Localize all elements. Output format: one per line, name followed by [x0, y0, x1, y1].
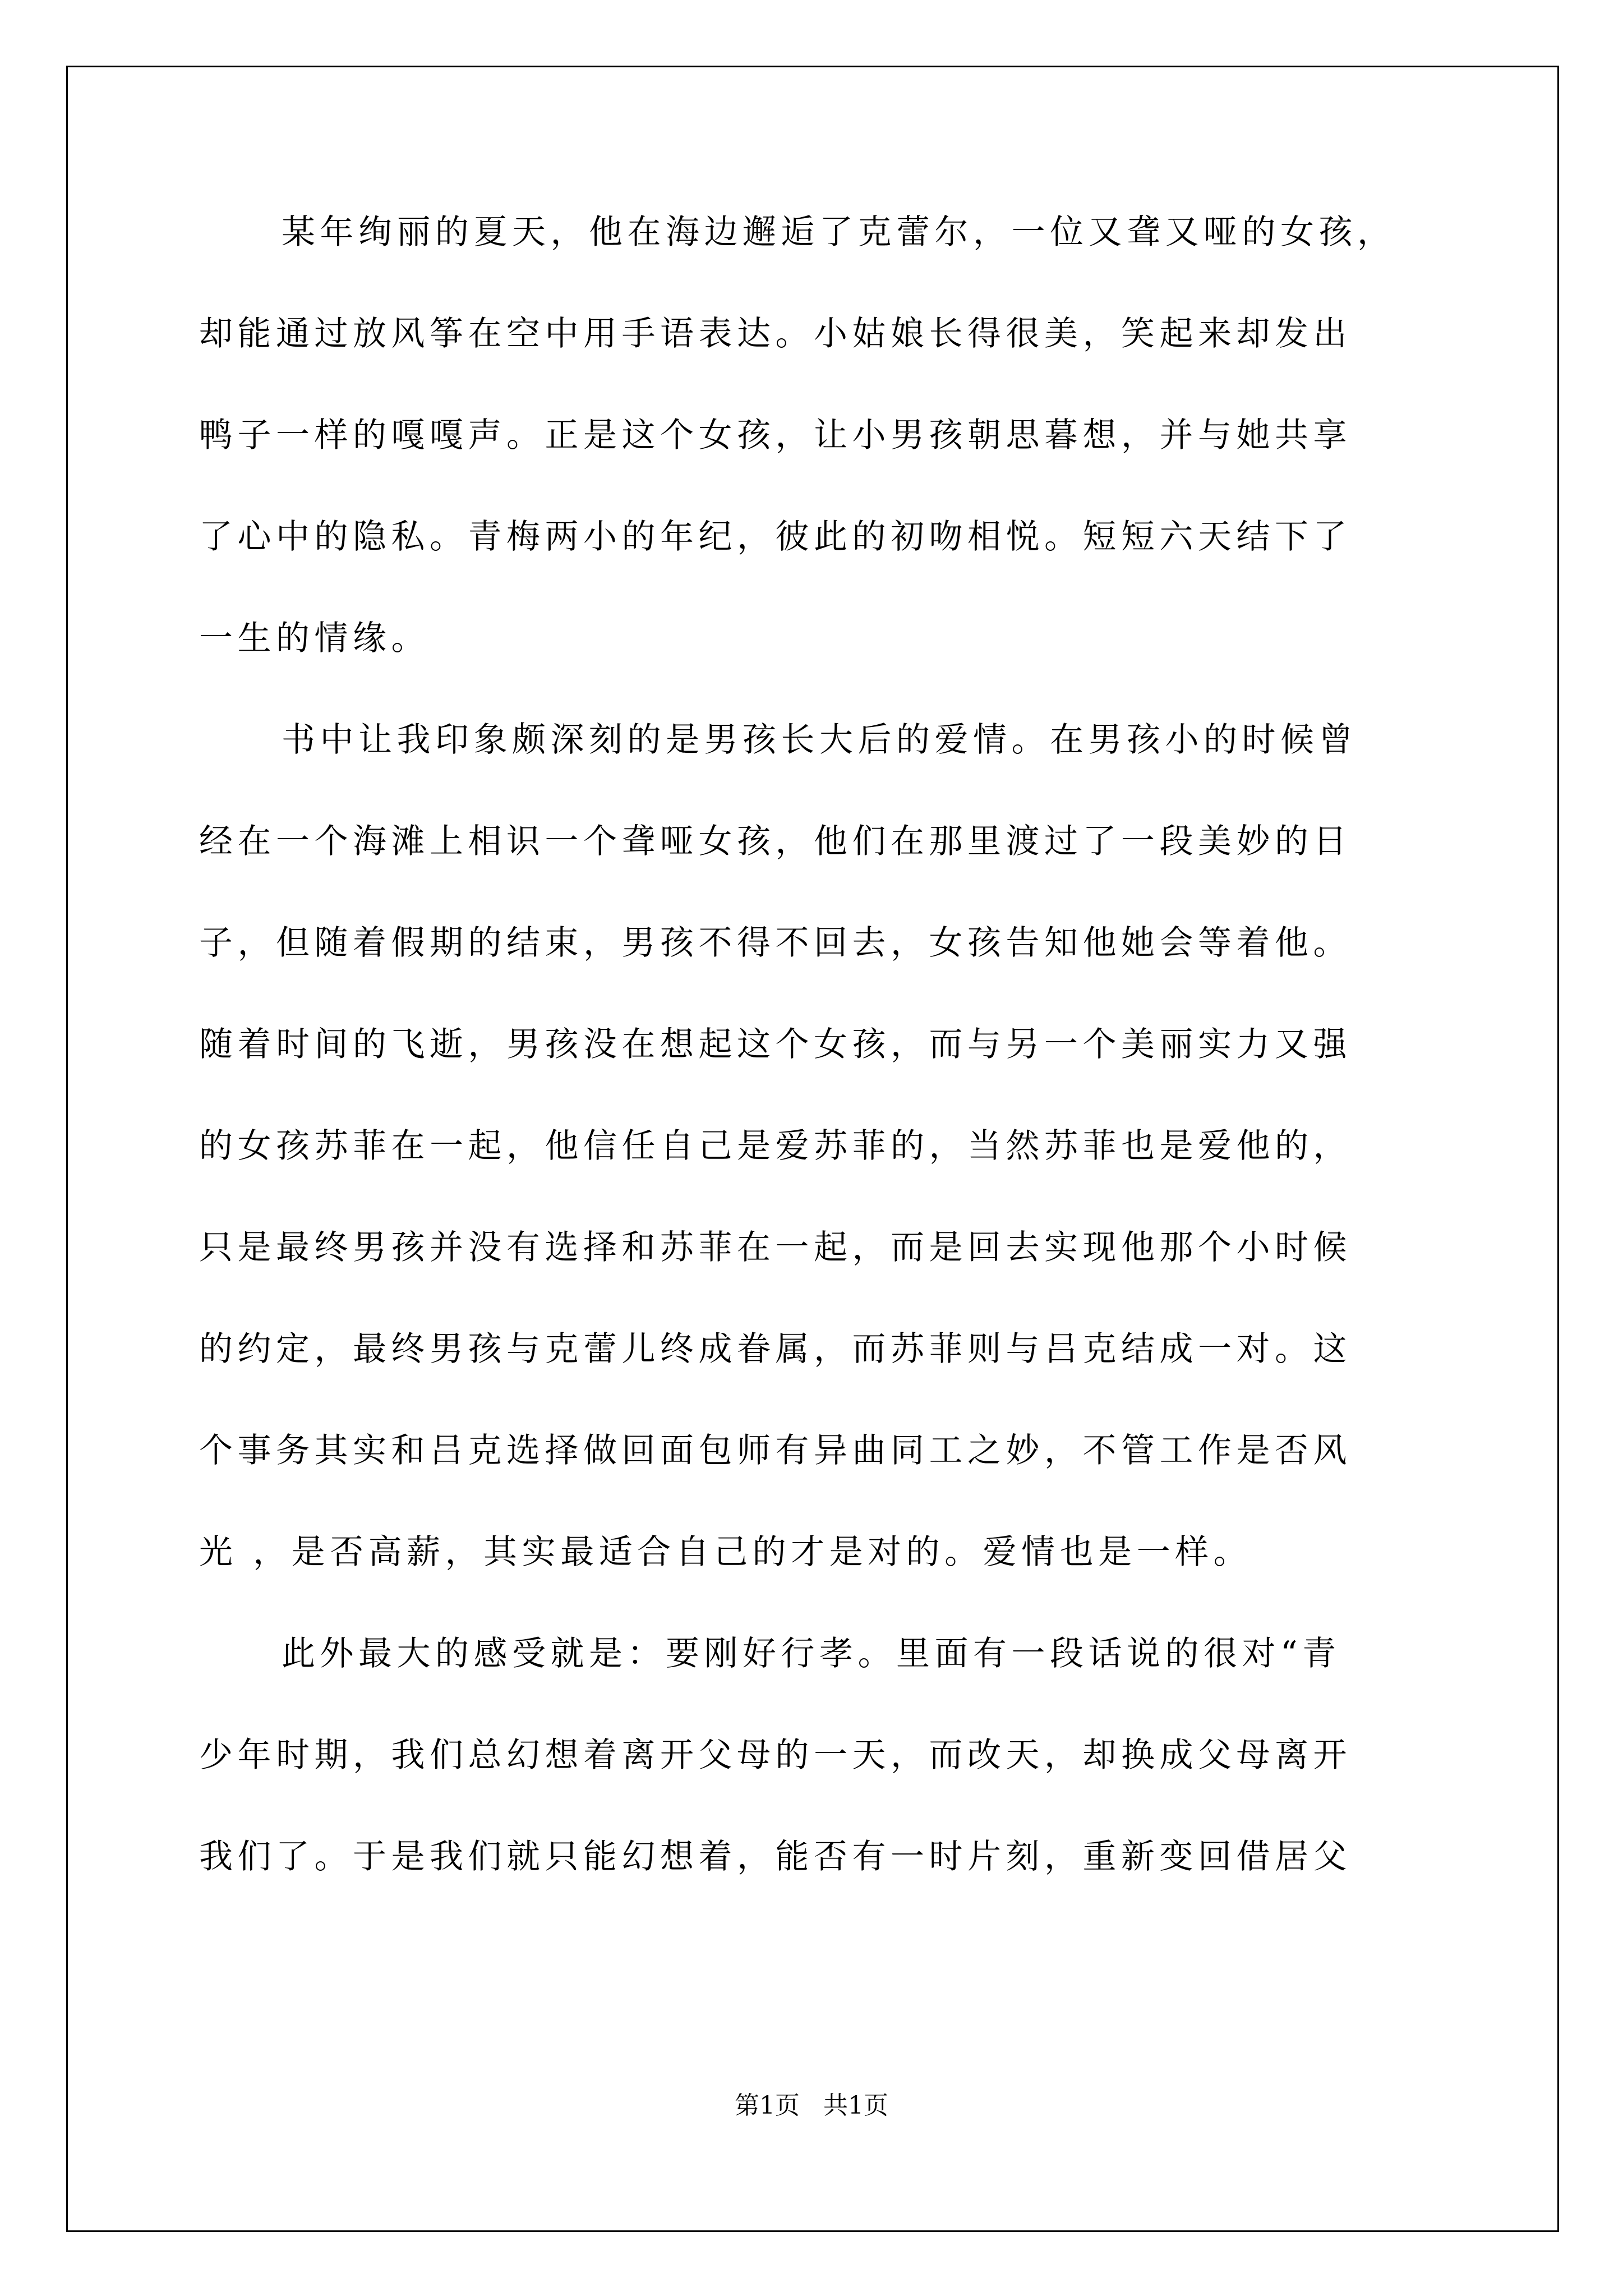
paragraph-2-line-5: 的女孩苏菲在一起，他信任自己是爱苏菲的，当然苏菲也是爱他的，: [199, 1126, 1352, 1166]
paragraph-2-line-1: 书中让我印象颇深刻的是男孩长大后的爱情。在男孩小的时候曾: [282, 720, 1357, 760]
paragraph-1-line-5: 一生的情缘。: [199, 619, 430, 658]
page-number-footer: 第1页 共1页: [735, 2091, 888, 2120]
paragraph-2-line-6: 只是最终男孩并没有选择和苏菲在一起，而是回去实现他那个小时候: [199, 1228, 1352, 1267]
paragraph-1-line-1: 某年绚丽的夏天，他在海边邂逅了克蕾尔，一位又聋又哑的女孩，: [282, 213, 1396, 252]
paragraph-1-line-4: 了心中的隐私。青梅两小的年纪，彼此的初吻相悦。短短六天结下了: [199, 517, 1352, 556]
paragraph-3-line-1: 此外最大的感受就是：要刚好行孝。里面有一段话说的很对“青: [282, 1634, 1341, 1673]
paragraph-2-line-8: 个事务其实和吕克选择做回面包师有异曲同工之妙，不管工作是否风: [199, 1431, 1352, 1470]
paragraph-1-line-3: 鸭子一样的嘎嘎声。正是这个女孩，让小男孩朝思暮想，并与她共享: [199, 416, 1352, 455]
paragraph-3-line-3: 我们了。于是我们就只能幻想着，能否有一时片刻，重新变回借居父: [199, 1837, 1352, 1876]
paragraph-2-line-4: 随着时间的飞逝，男孩没在想起这个女孩，而与另一个美丽实力又强: [199, 1025, 1352, 1064]
document-body: [199, 211, 1427, 1937]
paragraph-2-line-7: 的约定，最终男孩与克蕾儿终成眷属，而苏菲则与吕克结成一对。这: [199, 1329, 1352, 1369]
paragraph-2-line-2: 经在一个海滩上相识一个聋哑女孩，他们在那里渡过了一段美妙的日: [199, 822, 1352, 861]
paragraph-3-line-2: 少年时期，我们总幻想着离开父母的一天，而改天，却换成父母离开: [199, 1736, 1352, 1775]
paragraph-1-line-2: 却能通过放风筝在空中用手语表达。小姑娘长得很美，笑起来却发出: [199, 314, 1352, 353]
paragraph-2-line-3: 子，但随着假期的结束，男孩不得不回去，女孩告知他她会等着他。: [199, 923, 1352, 963]
paragraph-2-line-9: 光 ，是否高薪，其实最适合自己的才是对的。爱情也是一样。: [199, 1533, 1252, 1572]
